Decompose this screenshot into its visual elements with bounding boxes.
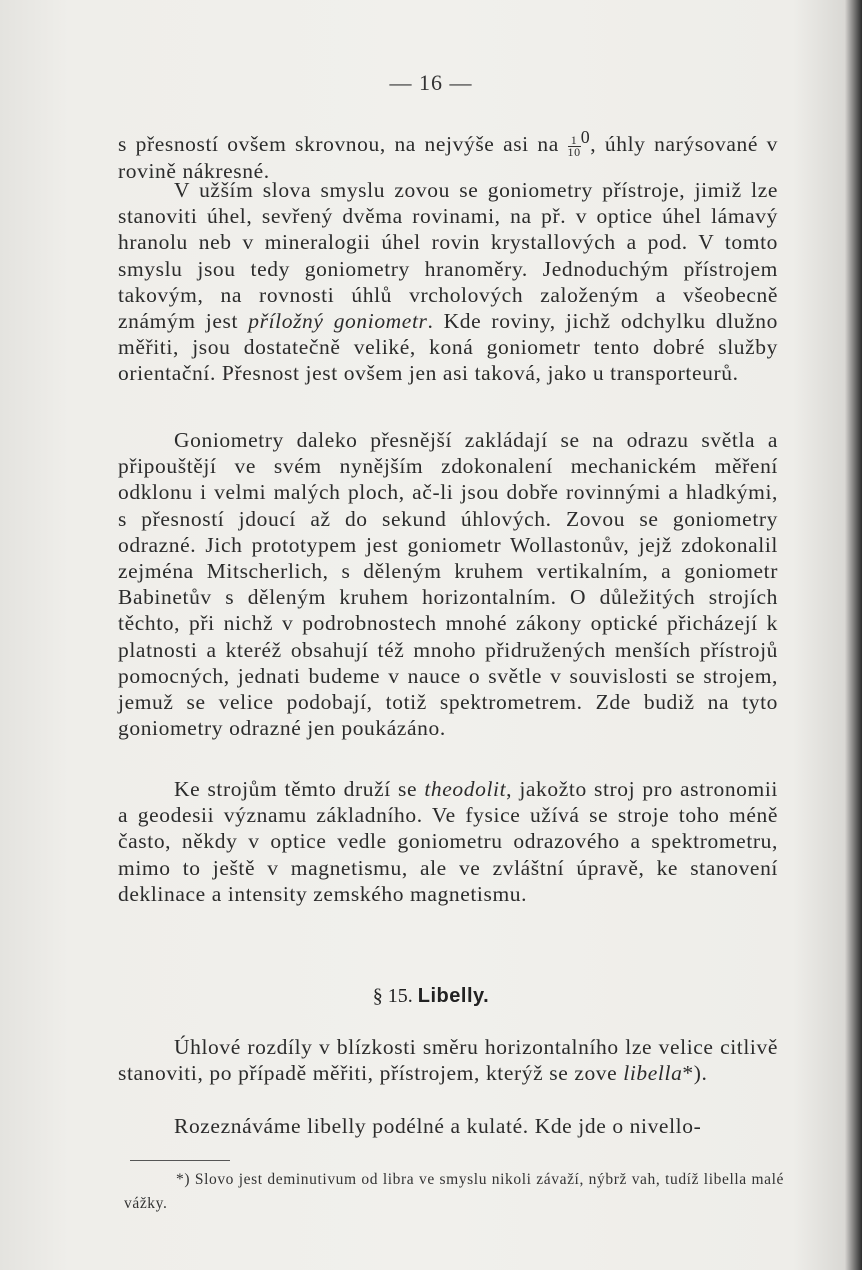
fraction bbox=[567, 132, 581, 159]
paragraph-5 bbox=[118, 1034, 778, 1086]
page-number: — 16 — bbox=[389, 70, 473, 95]
paragraph-6-text: Rozeznáváme libelly podélné a kulaté. Kde jde o nivello- bbox=[174, 1114, 702, 1138]
paragraph-3 bbox=[118, 427, 778, 741]
paragraph-4-text-end: , jakožto stroj pro astronomii a geodesii významu základního. Ve fysice užívá se stroje toho méně často, někdy v optice vedle goniometru odrazového a spektrometru, mimo to ještě v magnetismu, ale ve zvláštní úpravě, ke stanovení deklinace a intensity zemského magnetismu. bbox=[118, 777, 778, 906]
paragraph-2 bbox=[118, 177, 778, 387]
paragraph-4 bbox=[118, 776, 778, 907]
paragraph-1 bbox=[118, 124, 778, 184]
paragraph-2-text-start: V užším slova smyslu zovou se goniometry přístroje, jimiž lze stanoviti úhel, sevřený dvěma rovinami, na př. v optice úhel lámavý hranolu neb v mineralogii úhel rovin krystallových a pod. V tomto smyslu jsou tedy goniometry hranoměry. Jednoduchým přístrojem takovým, na rovnosti úhlů vrcholových založeným a všeobecně známým jest bbox=[118, 178, 778, 334]
paragraph-5-emphasis: libella bbox=[623, 1061, 683, 1086]
paragraph-6 bbox=[118, 1113, 778, 1139]
paragraph-2-text-end: . Kde roviny, jichž odchylku dlužno měřiti, jsou dostatečně veliké, koná goniometr tento dobré služby orientační. Přesnost jest ovšem jen asi taková, jako u transporteurů. bbox=[118, 309, 778, 386]
footnote-text: *) Slovo jest deminutivum od libra ve smyslu nikoli závaží, nýbrž vah, tudíž libella malé vážky. bbox=[124, 1171, 784, 1212]
degree-sign: 0 bbox=[580, 127, 591, 147]
footnote bbox=[124, 1168, 784, 1216]
paragraph-5-text-start: Úhlové rozdíly v blízkosti směru horizontalního lze velice citlivě stanoviti, po případě měřiti, přístrojem, kterýž se zove bbox=[118, 1035, 778, 1086]
footnote-divider bbox=[130, 1160, 230, 1161]
fraction-numerator: 1 bbox=[568, 135, 581, 147]
paragraph-1-text-end: , úhly narýsované v rovině nákresné. bbox=[118, 132, 778, 183]
paragraph-1-text-start: s přesností ovšem skrovnou, na nejvýše asi na bbox=[118, 132, 568, 157]
paragraph-2-emphasis: příložný goniometr bbox=[248, 309, 428, 334]
section-heading bbox=[0, 985, 862, 1008]
paragraph-4-emphasis: theodolit bbox=[424, 777, 507, 801]
section-title: Libelly. bbox=[417, 985, 490, 1007]
paragraph-4-text-start: Ke strojům těmto druží se bbox=[174, 777, 425, 801]
paragraph-5-text-end: *). bbox=[682, 1061, 708, 1086]
section-mark: § 15. bbox=[372, 985, 413, 1007]
paragraph-3-text: Goniometry daleko přesnější zakládají se na odrazu světla a připouštějí ve svém nynějším zdokonalení mechanickém měření odklonu i velmi malých ploch, ač-li jsou dobře rovinnými a hladkými, s přesností jdoucí až do sekund úhlových. Zovou se goniometry odrazné. Jich prototypem jest goniometr Wollastonův, jejž zdokonalil zejména Mitscherlich, s děleným kruhem vertikalním, a goniometr Babinetův s děleným kruhem horizontalním. O důležitých strojích těchto, při nichž v podrobnostech mnohé zákony optické přicházejí k platnosti a kteréž obsahují též mnoho přidružených menších přístrojů pomocných, jednati budeme v nauce o světle v souvislosti se strojem, jemuž se velice podobají, totiž spektrometrem. Zde budiž na tyto goniometry odrazné jen poukázáno. bbox=[118, 428, 778, 741]
fraction-denominator: 10 bbox=[567, 144, 581, 159]
